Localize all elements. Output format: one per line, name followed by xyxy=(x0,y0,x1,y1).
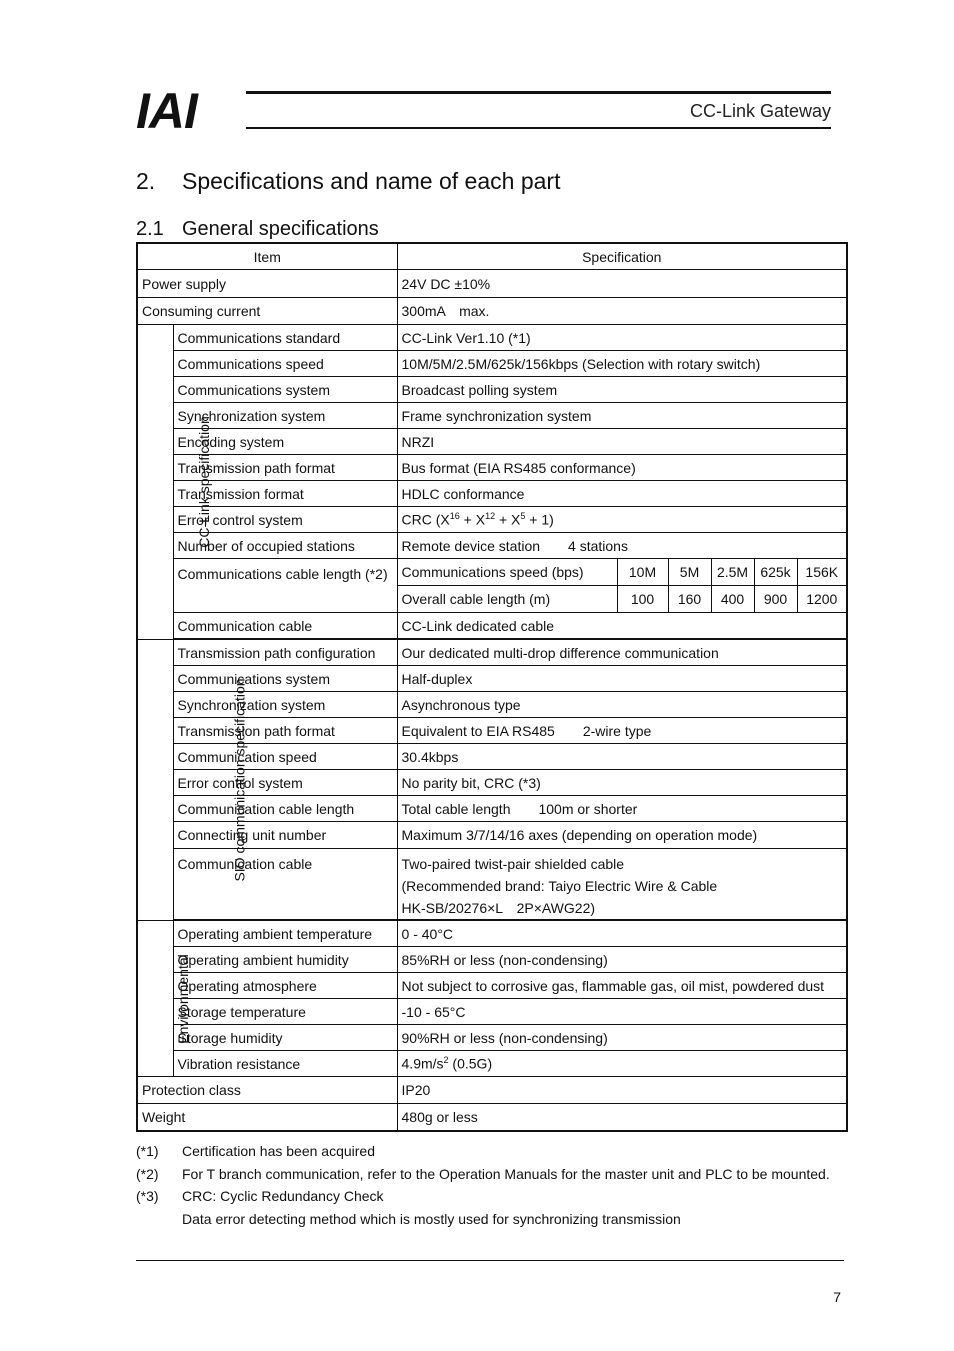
item-cell: Protection class xyxy=(137,1077,397,1104)
spec-cell: Equivalent to EIA RS485 2-wire type xyxy=(397,718,847,744)
spec-cell: Maximum 3/7/14/16 axes (depending on operation mode) xyxy=(397,822,847,849)
header-specification: Specification xyxy=(397,243,847,270)
spec-cell: Our dedicated multi-drop difference communication xyxy=(397,640,847,666)
length-cell: 100 xyxy=(617,586,668,613)
table-row xyxy=(137,640,847,666)
length-cell: 400 xyxy=(711,586,754,613)
footnote-key xyxy=(136,1208,182,1231)
spec-cell: 480g or less xyxy=(397,1104,847,1131)
table-row xyxy=(137,1025,847,1051)
item-cell: Operating atmosphere xyxy=(173,973,397,999)
speed-cell: 156K xyxy=(797,559,847,586)
spec-cell: Frame synchronization system xyxy=(397,403,847,429)
table-row xyxy=(137,613,847,639)
item-cell: Communication speed xyxy=(173,744,397,770)
spec-cell: 90%RH or less (non-condensing) xyxy=(397,1025,847,1051)
spec-cell-vibration: $4.9m/s^2$ (0.5G) xyxy=(397,1051,847,1077)
item-cell: Operating ambient humidity xyxy=(173,947,397,973)
item-cell: Synchronization system xyxy=(173,403,397,429)
subsection-number: 2.1 xyxy=(136,218,164,240)
spec-cell: HDLC conformance xyxy=(397,481,847,507)
item-cell: Storage temperature xyxy=(173,999,397,1025)
table-row xyxy=(137,507,847,533)
spec-cell: 24V DC ±10% xyxy=(397,270,847,298)
table-row xyxy=(137,481,847,507)
spec-cell: Total cable length 100m or shorter xyxy=(397,796,847,822)
header-product-title: CC-Link Gateway xyxy=(689,101,831,121)
spec-cell: -10 - 65°C xyxy=(397,999,847,1025)
item-cell: Weight xyxy=(137,1104,397,1131)
item-cell: Error control system xyxy=(173,507,397,533)
speed-cell: 2.5M xyxy=(711,559,754,586)
footnote-key: (*3) xyxy=(136,1188,159,1204)
subsection-title: General specifications xyxy=(182,218,379,240)
spec-cell-crc: CRC $(X^{16} + X^{12} + X^5 + 1)$ xyxy=(397,507,847,533)
item-cell: Power supply xyxy=(137,270,397,298)
spec-cell: Bus format (EIA RS485 conformance) xyxy=(397,455,847,481)
table-row xyxy=(137,999,847,1025)
cable-line: Two-paired twist-pair shielded cable xyxy=(401,856,625,872)
section-number: 2. xyxy=(136,168,156,194)
item-cell: Synchronization system xyxy=(173,692,397,718)
item-cell: Operating ambient temperature xyxy=(173,921,397,947)
section-heading xyxy=(136,168,560,195)
footnote-text: For T branch communication, refer to the Operation Manuals for the master unit and PLC to be mounted. xyxy=(182,1165,830,1182)
header-item: Item xyxy=(137,243,397,270)
spec-cell: 85%RH or less (non-condensing) xyxy=(397,947,847,973)
speed-cell: 10M xyxy=(617,559,668,586)
footnote xyxy=(136,1208,842,1231)
table-row xyxy=(137,559,847,586)
speed-cell: 5M xyxy=(668,559,711,586)
subsection-heading xyxy=(136,218,379,241)
item-cell: Communication cable length xyxy=(173,796,397,822)
speed-label-cell: Communications speed (bps) xyxy=(397,559,617,586)
company-logo: IAI xyxy=(136,83,197,139)
table-row xyxy=(137,973,847,999)
length-cell: 900 xyxy=(754,586,797,613)
item-cell: Communications system xyxy=(173,377,397,403)
item-cell: Vibration resistance xyxy=(173,1051,397,1077)
footnotes xyxy=(136,1140,842,1230)
table-row xyxy=(137,325,847,351)
item-cell: Transmission format xyxy=(173,481,397,507)
item-cell: Communication cable xyxy=(173,849,397,920)
table-row xyxy=(137,455,847,481)
footnote xyxy=(136,1163,842,1186)
spec-cell: IP20 xyxy=(397,1077,847,1104)
item-cell: Communication cable xyxy=(173,613,397,639)
item-cell: Transmission path format xyxy=(173,455,397,481)
footnote-text: Data error detecting method which is mostly used for synchronizing transmission xyxy=(182,1210,681,1227)
length-cell: 160 xyxy=(668,586,711,613)
group-label-environmental: Environmental xyxy=(137,921,173,1077)
table-row xyxy=(137,270,847,298)
group-label-cclink: CC-Link specification xyxy=(137,325,173,640)
length-label-cell: Overall cable length (m) xyxy=(397,586,617,613)
item-cell: Number of occupied stations xyxy=(173,533,397,559)
header-rule-bottom xyxy=(246,127,831,129)
spec-cell: 10M/5M/2.5M/625k/156kbps (Selection with rotary switch) xyxy=(397,351,847,377)
table-row xyxy=(137,429,847,455)
cable-line: HK-SB/20276×L 2P×AWG22) xyxy=(401,900,596,916)
table-row xyxy=(137,377,847,403)
spec-cell: Remote device station 4 stations xyxy=(397,533,847,559)
spec-cell: 0 - 40°C xyxy=(397,921,847,947)
cable-line: (Recommended brand: Taiyo Electric Wire & Cable xyxy=(401,878,718,894)
footer-rule xyxy=(136,1260,844,1261)
footnote-text: CRC: Cyclic Redundancy Check xyxy=(182,1188,384,1204)
group-label-sio: SIO communication specification xyxy=(137,640,173,921)
table-row xyxy=(137,1051,847,1077)
item-cell: Transmission path configuration xyxy=(173,640,397,666)
general-specifications-table xyxy=(136,242,848,1132)
table-row xyxy=(137,298,847,325)
footnote-key: (*1) xyxy=(136,1143,159,1159)
item-cell: Communications speed xyxy=(173,351,397,377)
spec-cell: Not subject to corrosive gas, flammable gas, oil mist, powdered dust xyxy=(397,973,847,999)
footnote-text: Certification has been acquired xyxy=(182,1143,376,1159)
item-cell: Encoding system xyxy=(173,429,397,455)
spec-cell: 30.4kbps xyxy=(397,744,847,770)
table-row xyxy=(137,403,847,429)
footnote xyxy=(136,1185,842,1208)
table-row xyxy=(137,947,847,973)
speed-cell: 625k xyxy=(754,559,797,586)
spec-cell: CC-Link Ver1.10 (*1) xyxy=(397,325,847,351)
item-cell-cable-length: Communications cable length (*2) xyxy=(173,559,397,613)
item-cell: Connecting unit number xyxy=(173,822,397,849)
spec-cell: Asynchronous type xyxy=(397,692,847,718)
item-cell: Storage humidity xyxy=(173,1025,397,1051)
spec-cell: 300mA max. xyxy=(397,298,847,325)
table-row xyxy=(137,533,847,559)
footnote xyxy=(136,1140,842,1163)
header-rule-top xyxy=(246,91,831,94)
table-header-row xyxy=(137,243,847,270)
spec-cell: CC-Link dedicated cable xyxy=(397,613,847,639)
spec-cell: NRZI xyxy=(397,429,847,455)
section-title: Specifications and name of each part xyxy=(182,168,561,194)
footnote-key: (*2) xyxy=(136,1165,159,1182)
spec-cell: No parity bit, CRC (*3) xyxy=(397,770,847,796)
item-cell: Transmission path format xyxy=(173,718,397,744)
spec-cell-multiline xyxy=(397,849,847,920)
page-number: 7 xyxy=(833,1289,841,1305)
item-cell: Communications system xyxy=(173,666,397,692)
item-cell: Consuming current xyxy=(137,298,397,325)
item-cell: Communications standard xyxy=(173,325,397,351)
length-cell: 1200 xyxy=(797,586,847,613)
table-row xyxy=(137,1104,847,1131)
item-cell: Error control system xyxy=(173,770,397,796)
spec-cell: Broadcast polling system xyxy=(397,377,847,403)
table-row xyxy=(137,351,847,377)
table-row xyxy=(137,1077,847,1104)
table-row xyxy=(137,921,847,947)
spec-cell: Half-duplex xyxy=(397,666,847,692)
